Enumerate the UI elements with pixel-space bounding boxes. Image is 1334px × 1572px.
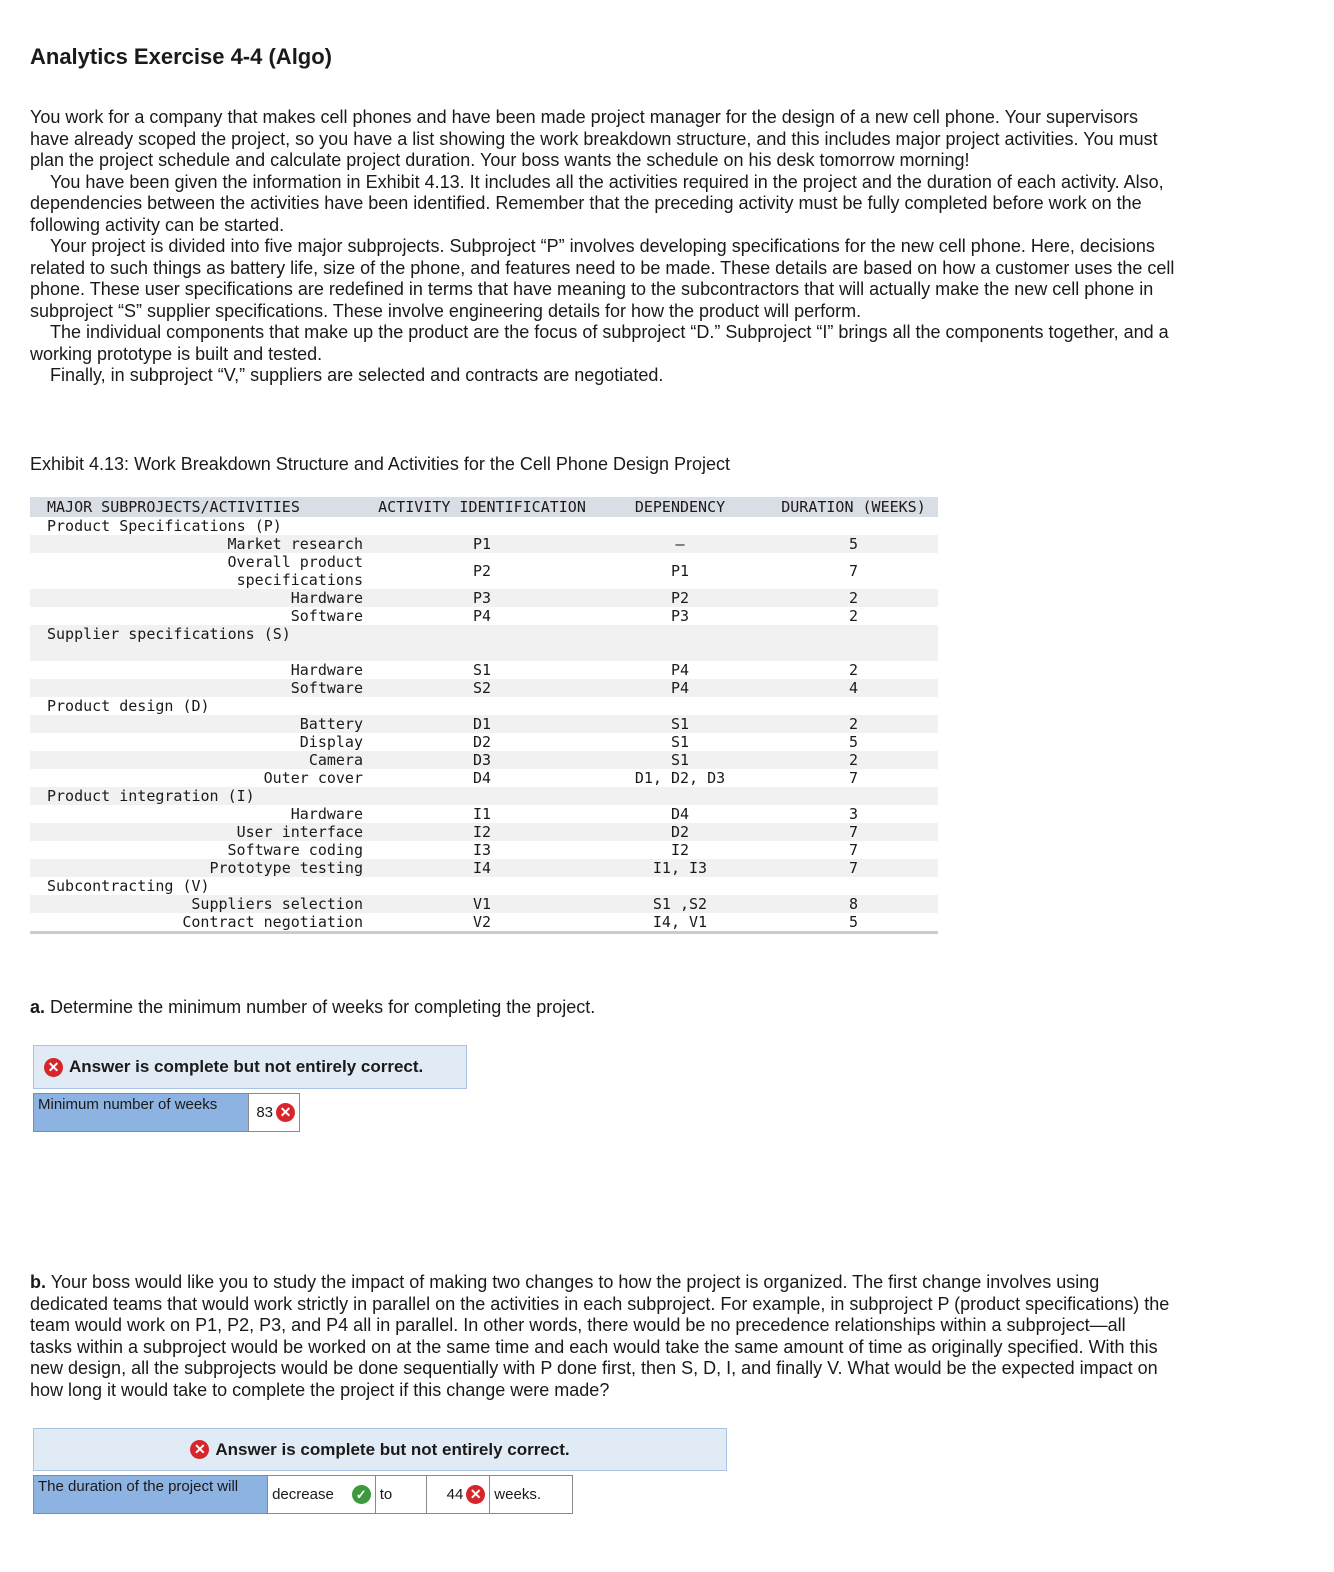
group-label: Supplier specifications (S) [30, 625, 938, 643]
intro-paragraph-5: Finally, in subproject “V,” suppliers are selected and contracts are negotiated. [50, 365, 664, 385]
dependency: S1 [591, 715, 769, 733]
table-row [30, 661, 938, 679]
duration: 2 [848, 607, 859, 625]
duration: 7 [848, 841, 859, 859]
activity-id: I2 [373, 823, 591, 841]
duration: 4 [769, 679, 938, 697]
activity-id: P4 [472, 607, 492, 625]
activity-name: Software [290, 607, 363, 625]
activity-name: Prototype testing [30, 859, 373, 877]
dependency: P2 [591, 589, 769, 607]
header-activity-id: ACTIVITY IDENTIFICATION [373, 497, 591, 517]
answer-value: 44 [446, 1486, 464, 1503]
dependency: I1, I3 [591, 859, 769, 877]
weeks-input[interactable] [426, 1476, 490, 1513]
dependency: D4 [670, 805, 690, 823]
activity-id: S1 [472, 661, 492, 679]
activity-name: Software [30, 679, 373, 697]
dependency: S1 ,S2 [591, 895, 769, 913]
direction-select[interactable] [267, 1476, 375, 1513]
duration: 7 [848, 562, 859, 580]
intro-paragraph-4: The individual components that make up the product are the focus of subproject “D.” Subproject “I” brings all the components together, and a working prototype is built and tested. [30, 322, 1169, 364]
answer-banner-b [33, 1428, 727, 1471]
dependency: D1, D2, D3 [634, 769, 726, 787]
answer-value: 83 [256, 1104, 273, 1121]
group-row-i [30, 787, 938, 805]
table-row [30, 553, 938, 589]
page-title: Analytics Exercise 4-4 (Algo) [30, 44, 333, 69]
activity-name: Hardware [290, 661, 363, 679]
group-label: Product design (D) [47, 697, 210, 715]
activity-id: P3 [373, 589, 591, 607]
activity-id: V2 [472, 913, 492, 931]
group-label: Subcontracting (V) [47, 877, 210, 895]
activity-id: I1 [472, 805, 492, 823]
field-label: The duration of the project will [34, 1476, 267, 1513]
group-row-v [30, 877, 938, 895]
activity-name: Market research [30, 535, 373, 553]
dependency: S1 [670, 733, 690, 751]
dependency: S1 [591, 751, 769, 769]
duration: 3 [848, 805, 859, 823]
activity-id: I4 [373, 859, 591, 877]
group-row-s [30, 625, 938, 643]
group-label: Product integration (I) [30, 787, 938, 805]
dependency: I4, V1 [652, 913, 708, 931]
table-row [30, 769, 938, 787]
dependency: D2 [591, 823, 769, 841]
banner-text: Answer is complete but not entirely correct. [69, 1057, 424, 1076]
activity-id: D2 [472, 733, 492, 751]
duration: 7 [769, 859, 938, 877]
group-label: Product Specifications (P) [47, 517, 282, 535]
activity-name: Software coding [227, 841, 363, 859]
duration: 2 [769, 589, 938, 607]
dependency: P4 [591, 679, 769, 697]
duration: 2 [769, 715, 938, 733]
dependency: — [591, 535, 769, 553]
selected-choice: decrease [272, 1486, 334, 1503]
duration: 7 [848, 769, 859, 787]
incorrect-icon: ✕ [44, 1058, 63, 1077]
activity-id: S2 [373, 679, 591, 697]
activity-name: Camera [30, 751, 373, 769]
table-row [30, 805, 938, 823]
dependency: P1 [670, 562, 690, 580]
question-b-label: b. [30, 1272, 46, 1292]
intro-text [30, 107, 1180, 387]
duration: 2 [769, 751, 938, 769]
to-word: to [375, 1476, 426, 1513]
table-row [30, 859, 938, 877]
minimum-weeks-input[interactable] [248, 1094, 299, 1131]
incorrect-icon: ✕ [276, 1103, 295, 1122]
header-dependency: DEPENDENCY [591, 497, 769, 517]
duration: 5 [848, 913, 859, 931]
activity-name: Battery [30, 715, 373, 733]
activity-name: User interface [30, 823, 373, 841]
activity-name-line-1: Overall product [227, 553, 363, 571]
question-a-text: Determine the minimum number of weeks for completing the project. [50, 997, 596, 1017]
activity-id: D4 [472, 769, 492, 787]
table-row [30, 607, 938, 625]
activity-name: Suppliers selection [30, 895, 373, 913]
exhibit-caption: Exhibit 4.13: Work Breakdown Structure and Activities for the Cell Phone Design Project [30, 454, 731, 474]
intro-paragraph-3: Your project is divided into five major subprojects. Subproject “P” involves developing specifications for the new cell phone. Here, decisions related to such things as battery life, size of the phone, and features need to be made. These details are based on how a customer uses the cell phone. These user specifications are redefined in terms that have meaning to the subcontractors that will actually make the new cell phone in subproject “S” supplier specifications. These involve engineering details for how the product will perform. [30, 236, 1175, 321]
activity-name-line-2: specifications [236, 571, 363, 589]
activity-id: P1 [373, 535, 591, 553]
spacer-row [30, 643, 938, 661]
duration: 8 [769, 895, 938, 913]
table-bottom-rule [30, 933, 938, 943]
answer-row-a [33, 1093, 300, 1132]
activity-id: D3 [373, 751, 591, 769]
table-row [30, 913, 938, 933]
table-row [30, 751, 938, 769]
unit-label: weeks. [489, 1476, 572, 1513]
header-subprojects: MAJOR SUBPROJECTS/ACTIVITIES [30, 497, 373, 517]
table-row [30, 895, 938, 913]
incorrect-icon: ✕ [466, 1485, 485, 1504]
table-header-row [30, 497, 938, 517]
intro-paragraph-2: You have been given the information in Exhibit 4.13. It includes all the activities required in the project and the duration of each activity. Also, dependencies between the activities have been identified. Remember that the preceding activity must be fully completed before work on the following activity can be started. [30, 171, 1164, 235]
intro-paragraph-1: You work for a company that makes cell phones and have been made project manager for the design of a new cell phone. Your supervisors have already scoped the project, so you have a list showing the work breakdown structure, and this includes major project activities. You must plan the project schedule and calculate project duration. Your boss wants the schedule on his desk tomorrow morning! [30, 107, 1158, 170]
activity-name: Hardware [30, 589, 373, 607]
table-row [30, 715, 938, 733]
activity-name [30, 553, 373, 589]
field-label: Minimum number of weeks [34, 1094, 248, 1131]
table-row [30, 733, 938, 751]
activity-id: D1 [373, 715, 591, 733]
table-row [30, 679, 938, 697]
group-row-p [30, 517, 938, 535]
activity-name: Hardware [290, 805, 363, 823]
dependency: P4 [670, 661, 690, 679]
dependency: P3 [670, 607, 690, 625]
question-b [30, 1272, 1170, 1401]
incorrect-icon: ✕ [190, 1440, 209, 1459]
answer-banner-a [33, 1045, 467, 1089]
activity-id: V1 [373, 895, 591, 913]
question-b-text: Your boss would like you to study the impact of making two changes to how the project is organized. The first change involves using dedicated teams that would work strictly in parallel on the activities in each subproject. For example, in subproject P (product specifications) the team would work on P1, P2, P3, and P4 all in parallel. In other words, there would be no precedence relationships within a subproject—all tasks within a subproject would be worked on at the same time and each would take the same amount of time as originally specified. With this new design, all the subprojects would be done sequentially with P done first, then S, D, I, and finally V. What would be the expected impact on how long it would take to complete the project if this change were made? [30, 1272, 1170, 1400]
dependency: I2 [670, 841, 690, 859]
answer-row-b [33, 1475, 573, 1514]
activity-id: P2 [472, 562, 492, 580]
activity-id: I3 [472, 841, 492, 859]
duration: 5 [848, 733, 859, 751]
header-duration: DURATION (WEEKS) [769, 497, 938, 517]
question-a-label: a. [30, 997, 46, 1017]
table-row [30, 841, 938, 859]
correct-icon: ✓ [352, 1485, 371, 1504]
duration: 5 [769, 535, 938, 553]
duration: 7 [769, 823, 938, 841]
table-row [30, 589, 938, 607]
table-row [30, 823, 938, 841]
group-row-d [30, 697, 938, 715]
activity-name: Contract negotiation [182, 913, 363, 931]
banner-text: Answer is complete but not entirely correct. [215, 1439, 570, 1459]
activity-name: Display [299, 733, 363, 751]
wbs-table [30, 497, 938, 942]
question-a [30, 997, 595, 1018]
table-row [30, 535, 938, 553]
duration: 2 [848, 661, 859, 679]
activity-name: Outer cover [263, 769, 363, 787]
